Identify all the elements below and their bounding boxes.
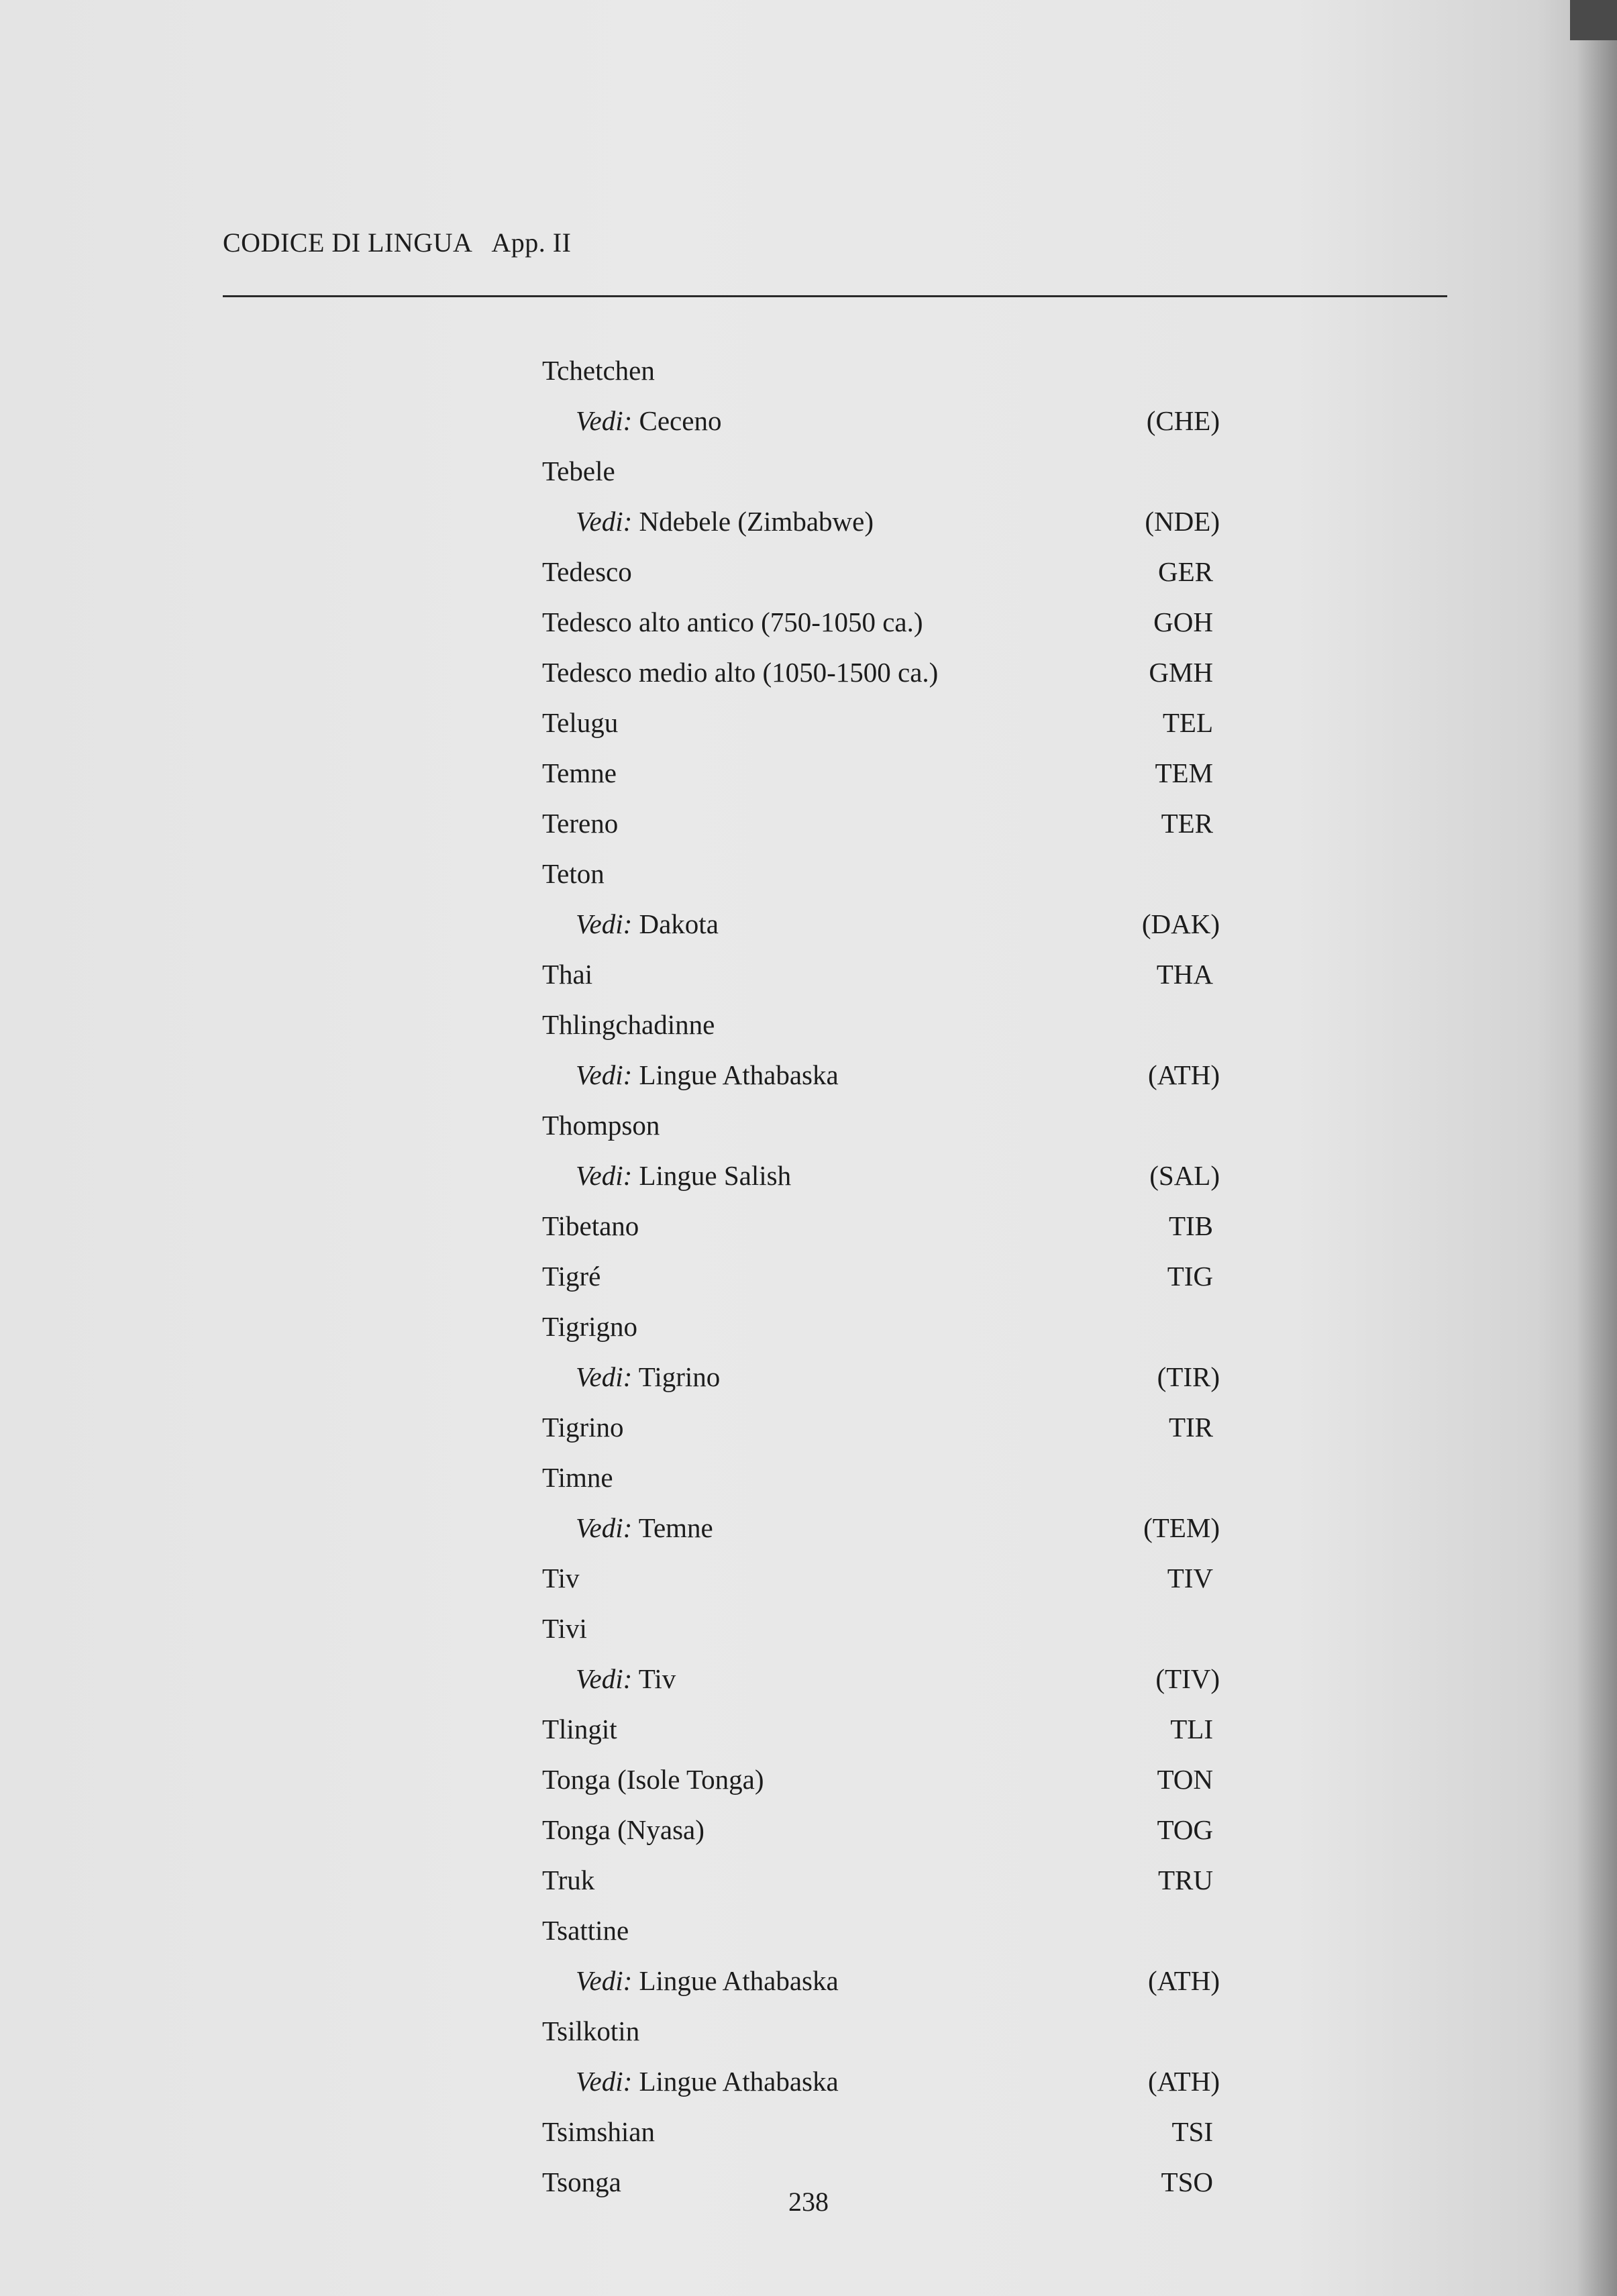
entry-line [542, 1105, 1227, 1155]
entry-term: Tibetano [542, 1210, 639, 1241]
cross-reference-target: Ceceno [639, 405, 722, 436]
entry-code: TIG [1167, 1261, 1213, 1292]
entry-line [542, 2011, 1227, 2061]
entry-line [542, 451, 1227, 501]
entry-see-line [542, 904, 1227, 954]
entry-cross-reference [576, 1357, 720, 1397]
entry-term: Tivi [542, 1613, 587, 1644]
entry-cross-reference [576, 1508, 713, 1548]
entry-see-line [542, 1961, 1227, 2011]
entry-term: Telugu [542, 707, 619, 738]
entry-line [542, 1810, 1227, 1860]
entry-line [542, 1709, 1227, 1759]
language-entry [542, 954, 1227, 1004]
entry-term: Truk [542, 1865, 595, 1895]
entry-see-line [542, 2061, 1227, 2111]
language-entry [542, 803, 1227, 853]
header-section: App. II [491, 227, 572, 258]
entry-code: TEL [1162, 707, 1213, 738]
entry-line [542, 2111, 1227, 2162]
entry-code: TOG [1157, 1814, 1213, 1845]
entry-see-line [542, 1508, 1227, 1558]
vedi-label: Vedi: [576, 908, 633, 939]
vedi-label: Vedi: [576, 2066, 633, 2097]
entry-line [542, 1306, 1227, 1357]
entry-term: Tchetchen [542, 355, 655, 386]
entry-code: (TEM) [1143, 1512, 1220, 1543]
vedi-label: Vedi: [576, 1663, 633, 1694]
entry-line [542, 1407, 1227, 1457]
entry-line [542, 1608, 1227, 1659]
cross-reference-target: Lingue Salish [639, 1160, 792, 1191]
entry-code: TIV [1167, 1563, 1213, 1594]
entry-term: Tigrigno [542, 1311, 638, 1342]
language-entry [542, 652, 1227, 702]
cross-reference-target: Ndebele (Zimbabwe) [639, 506, 874, 537]
language-entry [542, 451, 1227, 552]
entry-see-line [542, 501, 1227, 552]
page-gutter-shadow [1577, 0, 1617, 2296]
cross-reference-target: Tigrino [638, 1361, 721, 1392]
vedi-label: Vedi: [576, 405, 633, 436]
entry-code: TIB [1168, 1210, 1213, 1241]
language-entry [542, 753, 1227, 803]
entry-term: Tsimshian [542, 2116, 655, 2147]
entry-term: Thai [542, 959, 593, 990]
language-entry [542, 1457, 1227, 1558]
entry-line [542, 652, 1227, 702]
entry-see-line [542, 1659, 1227, 1709]
entry-term: Tlingit [542, 1714, 617, 1744]
entry-code: (CHE) [1146, 405, 1220, 436]
entry-line [542, 853, 1227, 904]
entry-see-line [542, 1357, 1227, 1407]
entry-term: Tsattine [542, 1915, 629, 1946]
language-entry [542, 350, 1227, 451]
entry-term: Tigré [542, 1261, 601, 1292]
header-title: CODICE DI LINGUA [223, 227, 473, 258]
entry-line [542, 753, 1227, 803]
language-entry [542, 1105, 1227, 1206]
cross-reference-target: Tiv [638, 1663, 676, 1694]
entry-line [542, 954, 1227, 1004]
language-entry [542, 1860, 1227, 1910]
entry-code: (SAL) [1149, 1160, 1220, 1191]
entry-code: (ATH) [1147, 1059, 1220, 1090]
entry-cross-reference [576, 2061, 839, 2101]
cross-reference-target: Lingue Athabaska [639, 2066, 839, 2097]
entry-see-line [542, 1155, 1227, 1206]
entry-code: TER [1161, 808, 1213, 839]
entry-code: TEM [1155, 758, 1213, 788]
entry-term: Tereno [542, 808, 619, 839]
entry-term: Tsonga [542, 2167, 621, 2197]
language-entry [542, 1306, 1227, 1407]
vedi-label: Vedi: [576, 1965, 633, 1996]
language-entry [542, 1407, 1227, 1457]
vedi-label: Vedi: [576, 1059, 633, 1090]
vedi-label: Vedi: [576, 506, 633, 537]
entry-line [542, 1004, 1227, 1055]
language-entry [542, 1256, 1227, 1306]
entry-code: (ATH) [1147, 2066, 1220, 2097]
language-entry [542, 1206, 1227, 1256]
language-entry [542, 702, 1227, 753]
entry-see-line [542, 1055, 1227, 1105]
entry-cross-reference [576, 904, 719, 944]
entry-cross-reference [576, 501, 874, 541]
header-rule [223, 295, 1447, 297]
entry-cross-reference [576, 1055, 839, 1095]
entry-line [542, 1910, 1227, 1961]
entry-term: Tonga (Nyasa) [542, 1814, 705, 1845]
entry-cross-reference [576, 1659, 676, 1699]
cross-reference-target: Dakota [639, 908, 719, 939]
entry-code: GER [1158, 556, 1213, 587]
entry-code: TLI [1170, 1714, 1213, 1744]
entry-code: TSO [1161, 2167, 1213, 2197]
language-code-list [542, 350, 1227, 2212]
entry-line [542, 1206, 1227, 1256]
entry-cross-reference [576, 401, 721, 441]
language-entry [542, 1910, 1227, 2011]
entry-term: Tebele [542, 456, 615, 486]
page-corner [1570, 0, 1617, 40]
entry-code: (DAK) [1141, 908, 1220, 939]
entry-term: Teton [542, 858, 605, 889]
entry-see-line [542, 401, 1227, 451]
entry-cross-reference [576, 1155, 791, 1196]
entry-code: TON [1157, 1764, 1213, 1795]
language-entry [542, 853, 1227, 954]
entry-line [542, 1860, 1227, 1910]
entry-term: Tsilkotin [542, 2016, 640, 2046]
language-entry [542, 1558, 1227, 1608]
cross-reference-target: Lingue Athabaska [639, 1059, 839, 1090]
language-entry [542, 1709, 1227, 1759]
entry-code: (TIV) [1155, 1663, 1220, 1694]
entry-term: Tedesco alto antico (750-1050 ca.) [542, 607, 923, 637]
entry-code: THA [1156, 959, 1213, 990]
vedi-label: Vedi: [576, 1512, 633, 1543]
vedi-label: Vedi: [576, 1160, 633, 1191]
entry-cross-reference [576, 1961, 839, 2001]
language-entry [542, 602, 1227, 652]
entry-term: Tiv [542, 1563, 580, 1594]
entry-term: Timne [542, 1462, 613, 1493]
language-entry [542, 2011, 1227, 2111]
entry-line [542, 552, 1227, 602]
entry-term: Tigrino [542, 1412, 624, 1443]
entry-code: GOH [1153, 607, 1213, 637]
entry-term: Tonga (Isole Tonga) [542, 1764, 764, 1795]
entry-line [542, 602, 1227, 652]
entry-term: Tedesco medio alto (1050-1500 ca.) [542, 657, 939, 688]
entry-term: Thompson [542, 1110, 660, 1141]
entry-line [542, 1558, 1227, 1608]
entry-code: TSI [1171, 2116, 1213, 2147]
cross-reference-target: Lingue Athabaska [639, 1965, 839, 1996]
language-entry [542, 1004, 1227, 1105]
entry-line [542, 350, 1227, 401]
language-entry [542, 552, 1227, 602]
entry-line [542, 1759, 1227, 1810]
entry-term: Temne [542, 758, 617, 788]
cross-reference-target: Temne [638, 1512, 713, 1543]
entry-code: (NDE) [1145, 506, 1220, 537]
entry-term: Thlingchadinne [542, 1009, 715, 1040]
entry-line [542, 1256, 1227, 1306]
language-entry [542, 2111, 1227, 2162]
entry-code: TIR [1168, 1412, 1213, 1443]
entry-line [542, 702, 1227, 753]
language-entry [542, 1608, 1227, 1709]
entry-code: (ATH) [1147, 1965, 1220, 1996]
running-header [223, 227, 571, 258]
page-number: 238 [788, 2187, 829, 2217]
entry-line [542, 803, 1227, 853]
entry-line [542, 1457, 1227, 1508]
entry-term: Tedesco [542, 556, 632, 587]
language-entry [542, 1810, 1227, 1860]
entry-code: GMH [1149, 657, 1213, 688]
entry-code: TRU [1158, 1865, 1213, 1895]
vedi-label: Vedi: [576, 1361, 633, 1392]
entry-code: (TIR) [1157, 1361, 1220, 1392]
language-entry [542, 1759, 1227, 1810]
